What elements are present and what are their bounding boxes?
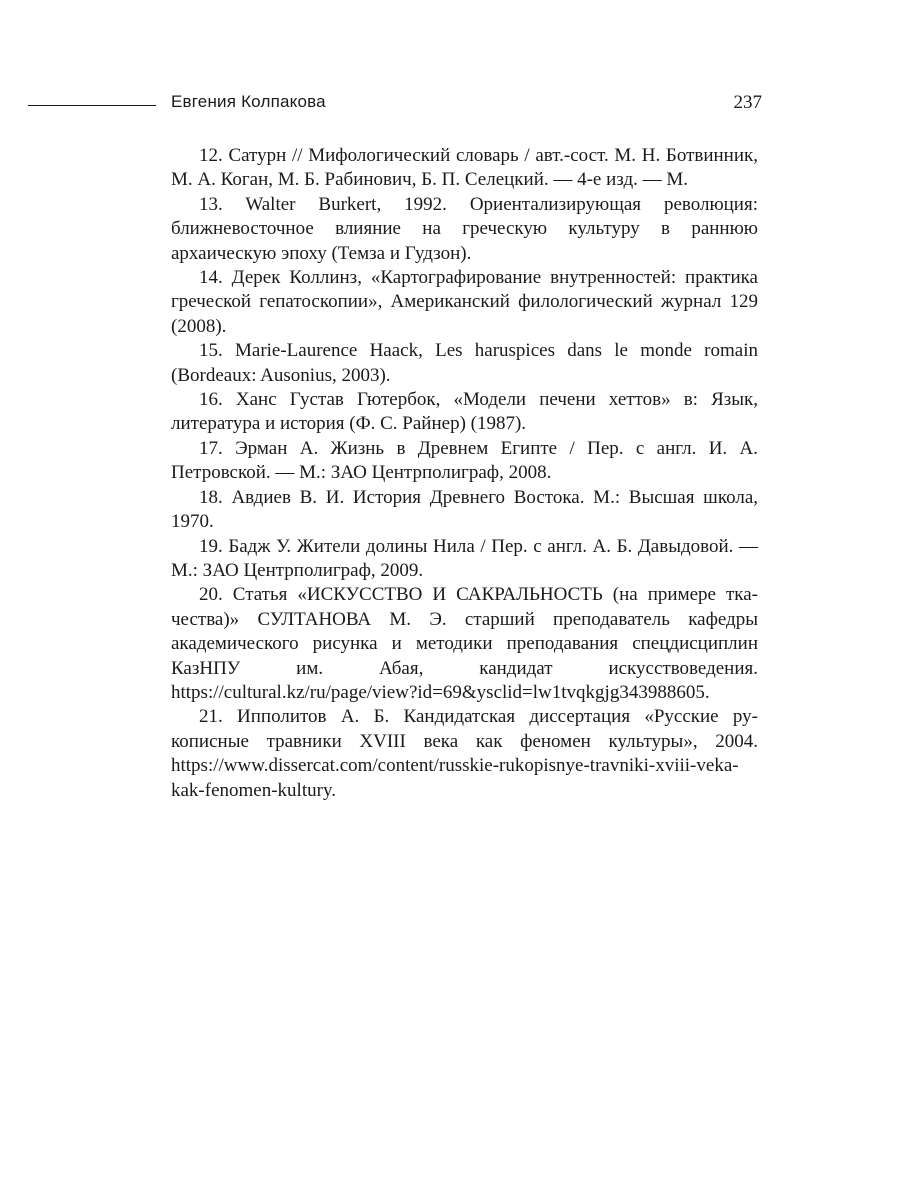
reference-list bbox=[171, 144, 758, 803]
reference-item-14: 14. Дерек Коллинз, «Картографирование внутренностей: практика греческой гепатоскопии», Американский филологический журнал 129 (2008). bbox=[171, 267, 758, 337]
reference-item-13: 13. Walter Burkert, 1992. Ориентализирующая революция: ближневосточное влияние на греческую культуру в раннюю архаическую эпоху (Темза и Гудзон). bbox=[171, 193, 758, 264]
reference-item-16: 16. Ханс Густав Гютербок, «Модели печени хеттов» в: Язык, литература и история (Ф. С. Райнер) (1987). bbox=[171, 389, 758, 435]
header-author: Евгения Колпакова bbox=[171, 92, 326, 111]
page-number: 237 bbox=[733, 92, 762, 113]
reference-item-18: 18. Авдиев В. И. История Древнего Востока. М.: Высшая школа, 1970. bbox=[171, 486, 758, 533]
reference-item-17: 17. Эрман А. Жизнь в Древнем Египте / Пер. с англ. И. А. Петровской. — М.: ЗАО Центрполиграф, 2008. bbox=[171, 437, 758, 484]
header-rule bbox=[28, 105, 156, 106]
reference-item-12: 12. Сатурн // Мифологический словарь / авт.-сост. М. Н. Ботвинник, М. А. Коган, М. Б. Рабинович, Б. П. Селецкий. — 4-е изд. — М. bbox=[171, 145, 758, 191]
reference-item-15: 15. Marie-Laurence Haack, Les haruspices dans le monde romain (Bordeaux: Ausonius, 2003). bbox=[171, 340, 758, 386]
reference-item-20: 20. Статья «ИСКУССТВО И САКРАЛЬНОСТЬ (на примере ткачества)» СУЛТАНОВА М. Э. старший преподаватель кафедры академического рисунка и методики преподавания спецдисциплин КазНПУ им. Абая, кандидат искусствоведения. https://cultural.kz/ru/page/view?id=69&ysclid=lw1tvqkgjg343988605. bbox=[171, 584, 758, 703]
reference-item-19: 19. Бадж У. Жители долины Нила / Пер. с англ. А. Б. Давыдовой. — М.: ЗАО Центрполиграф, 2009. bbox=[171, 535, 758, 581]
reference-item-21: 21. Ипполитов А. Б. Кандидатская диссертация «Русские рукописные травники XVIII века как феномен культуры», 2004. https://www.dissercat.com/content/russkie-rukopisnye-travniki-xviii-veka-kak-fenomen-kultury. bbox=[171, 706, 758, 801]
running-header bbox=[28, 90, 762, 120]
